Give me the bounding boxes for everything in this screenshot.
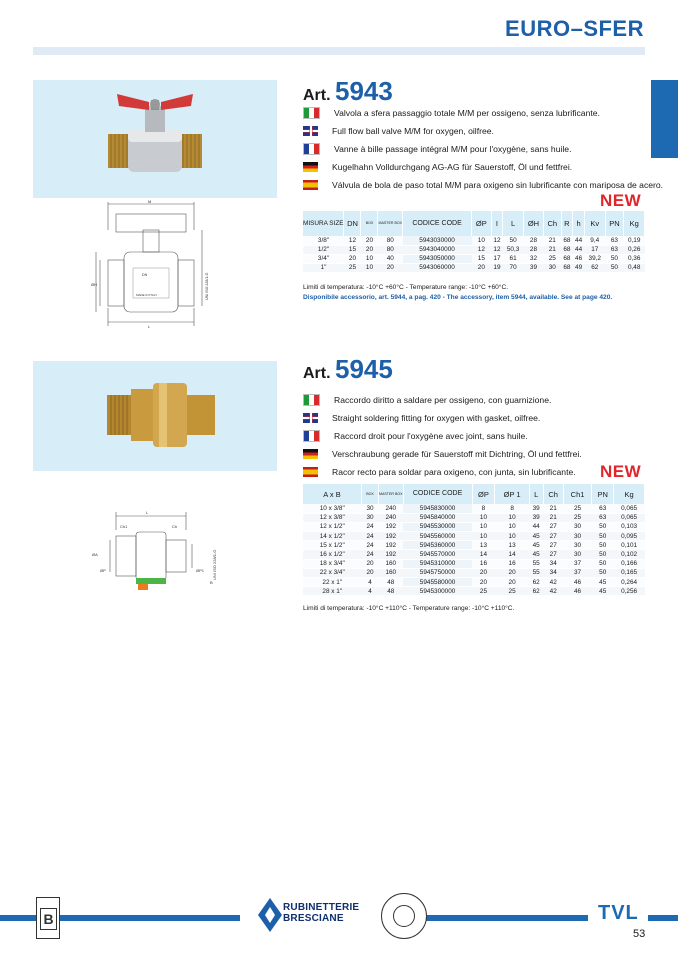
article-number: 5943 — [335, 76, 393, 106]
table-cell: 40 — [378, 254, 403, 263]
table-cell: 17 — [491, 254, 503, 263]
table-cell: 27 — [543, 550, 563, 559]
table-cell: 25 — [563, 513, 591, 522]
dim-label-thread: UNI ISO 228/1-G — [205, 272, 209, 300]
col-header: Kg — [624, 211, 645, 236]
table-cell: 50 — [503, 236, 524, 245]
article-number: 5945 — [335, 354, 393, 384]
table-cell: 12 — [491, 245, 503, 254]
col-header: BOX — [361, 211, 378, 236]
dim-label-a: ØA — [92, 552, 98, 557]
germany-flag-icon — [303, 162, 318, 172]
article-label: Art. — [303, 87, 331, 104]
table-cell: 5945310000 — [403, 559, 472, 568]
table-cell: 24 — [362, 541, 379, 550]
table-cell: 32 — [523, 254, 543, 263]
table-cell: 10 — [361, 263, 378, 272]
table-cell: 63 — [605, 236, 624, 245]
table-cell: 0,48 — [624, 263, 645, 272]
table-cell: 63 — [592, 504, 614, 513]
table-cell: 4 — [362, 587, 379, 596]
table-cell: 50,3 — [503, 245, 524, 254]
table-cell: 62 — [529, 578, 543, 587]
article-label: Art. — [303, 365, 331, 382]
table-cell: 80 — [378, 245, 403, 254]
description-row: Verschraubung gerade für Sauerstoff mit Dichtring, Öl und fettfrei. — [303, 445, 582, 463]
table-cell: 10 — [495, 513, 530, 522]
table-cell: 0,065 — [614, 504, 645, 513]
table-cell: 0,103 — [614, 522, 645, 531]
table-cell: 5943060000 — [403, 263, 472, 272]
page-number: 53 — [633, 928, 646, 940]
table-cell: 48 — [379, 578, 404, 587]
table-cell: 44 — [529, 522, 543, 531]
col-header: ØP — [472, 211, 492, 236]
table-cell: 44 — [573, 236, 585, 245]
table-cell: 39 — [523, 263, 543, 272]
table-cell: 1/2" — [303, 245, 344, 254]
table-cell: 10 x 3/8" — [303, 504, 362, 513]
table-cell: 45 — [592, 578, 614, 587]
table-cell: 27 — [543, 522, 563, 531]
table-row — [303, 559, 645, 568]
col-header: DN — [344, 211, 361, 236]
table-cell: 10 — [472, 513, 495, 522]
table-cell: 30 — [563, 550, 591, 559]
col-header: A x B — [303, 484, 362, 504]
table-cell: 30 — [563, 541, 591, 550]
table-cell: 42 — [543, 578, 563, 587]
table-cell: 20 — [362, 568, 379, 577]
dim-label-dn: DN — [142, 273, 148, 277]
table-cell: 12 — [472, 245, 492, 254]
table-row — [303, 532, 645, 541]
uk-flag-icon — [303, 126, 318, 136]
dim-label-l: L — [146, 510, 149, 515]
ball-valve-illustration — [33, 80, 277, 198]
table-cell: 20 — [472, 568, 495, 577]
table-cell: 50 — [605, 263, 624, 272]
made-in-mark: MADE IN ITALY — [136, 293, 158, 297]
fitting-illustration — [33, 361, 277, 471]
table-cell: 22 x 3/4" — [303, 568, 362, 577]
table-cell: 61 — [503, 254, 524, 263]
table-cell: 68 — [561, 236, 573, 245]
table-cell: 18 x 3/4" — [303, 559, 362, 568]
col-header: R — [561, 211, 573, 236]
table-cell: 27 — [543, 532, 563, 541]
table-cell: 0,264 — [614, 578, 645, 587]
germany-flag-icon — [303, 449, 318, 459]
table-cell: 10 — [361, 254, 378, 263]
table-cell: 5943040000 — [403, 245, 472, 254]
table-cell: 21 — [544, 236, 561, 245]
table-cell: 55 — [529, 559, 543, 568]
table-cell: 0,256 — [614, 587, 645, 596]
table-cell: 0,166 — [614, 559, 645, 568]
table-cell: 50 — [592, 541, 614, 550]
table-cell: 0,19 — [624, 236, 645, 245]
table-cell: 12 x 1/2" — [303, 522, 362, 531]
table-cell: 55 — [529, 568, 543, 577]
spec-table-5943 — [303, 211, 645, 273]
table-cell: 0,065 — [614, 513, 645, 522]
description-row: Vanne à bille passage intégral M/M pour l'oxygène, sans huile. — [303, 140, 663, 158]
table-cell: 50 — [592, 568, 614, 577]
table-cell: 8 — [495, 504, 530, 513]
header-rule — [33, 47, 645, 55]
table-cell: 1" — [303, 263, 344, 272]
table-cell: 0,101 — [614, 541, 645, 550]
group-logo-letter: B — [40, 908, 57, 930]
table-cell: 240 — [379, 513, 404, 522]
table-cell: 34 — [543, 568, 563, 577]
table-cell: 68 — [561, 263, 573, 272]
table-cell: 68 — [561, 245, 573, 254]
table-cell: 20 — [361, 245, 378, 254]
table-cell: 13 — [472, 541, 495, 550]
col-header: I — [491, 211, 503, 236]
table-cell: 45 — [529, 541, 543, 550]
table-cell: 39 — [529, 504, 543, 513]
table-row — [303, 263, 645, 272]
description-row: Raccordo diritto a saldare per ossigeno, con guarnizione. — [303, 391, 582, 409]
description-row: Racor recto para soldar para oxigeno, con junta, sin lubrificante. — [303, 463, 582, 481]
table-cell: 192 — [379, 541, 404, 550]
col-header: ØP 1 — [495, 484, 530, 504]
table-cell: 5945580000 — [403, 578, 472, 587]
table-cell: 50 — [592, 522, 614, 531]
article-heading-5943 — [303, 76, 393, 107]
description-row: Raccord droit pour l'oxygène avec joint, sans huile. — [303, 427, 582, 445]
table-cell: 46 — [563, 587, 591, 596]
table-cell: 49 — [573, 263, 585, 272]
table-cell: 20 — [495, 578, 530, 587]
table-cell: 80 — [378, 236, 403, 245]
col-header: L — [529, 484, 543, 504]
table-cell: 14 — [495, 550, 530, 559]
descriptions-5945 — [303, 391, 582, 481]
table-row — [303, 578, 645, 587]
tvl-logo: TVL — [598, 902, 639, 924]
table-row — [303, 504, 645, 513]
col-header: CODICE CODE — [403, 484, 472, 504]
table-cell: 25 — [344, 263, 361, 272]
col-header: Ch1 — [563, 484, 591, 504]
description-row: Valvola a sfera passaggio totale M/M per ossigeno, senza lubrificante. — [303, 104, 663, 122]
table-cell: 30 — [544, 263, 561, 272]
table-row — [303, 568, 645, 577]
table-cell: 16 x 1/2" — [303, 550, 362, 559]
col-header: MISURA SIZE — [303, 211, 344, 236]
col-header: CODICE CODE — [403, 211, 472, 236]
table-cell: 25 — [563, 504, 591, 513]
table-cell: 48 — [379, 587, 404, 596]
table-cell: 25 — [544, 254, 561, 263]
table-cell: 20 — [472, 578, 495, 587]
spain-flag-icon — [303, 467, 318, 477]
table-cell: 50 — [592, 550, 614, 559]
col-header: Kv — [584, 211, 605, 236]
table-row — [303, 245, 645, 254]
col-header: MASTER BOX — [379, 484, 404, 504]
table-cell: 0,165 — [614, 568, 645, 577]
uk-flag-icon — [303, 413, 318, 423]
dim-label-m: M — [148, 200, 152, 204]
table-cell: 5945560000 — [403, 532, 472, 541]
table-cell: 70 — [503, 263, 524, 272]
table-cell: 10 — [495, 522, 530, 531]
descriptions-5943 — [303, 104, 663, 194]
table-cell: 0,102 — [614, 550, 645, 559]
table-cell: 46 — [573, 254, 585, 263]
table-cell: 20 — [495, 568, 530, 577]
col-header: h — [573, 211, 585, 236]
dim-label-h: ØH — [91, 282, 97, 287]
table-cell: 30 — [563, 532, 591, 541]
table-cell: 68 — [561, 254, 573, 263]
table-cell: 14 — [472, 550, 495, 559]
accessory-note: Disponibile accessorio, art. 5944, a pag. 420 - The accessory, item 5944, available. See at page 420. — [303, 294, 613, 301]
table-cell: 15 x 1/2" — [303, 541, 362, 550]
table-cell: 20 — [472, 263, 492, 272]
table-cell: 19 — [491, 263, 503, 272]
table-cell: 44 — [573, 245, 585, 254]
table-row — [303, 513, 645, 522]
table-cell: 25 — [472, 587, 495, 596]
table-cell: 28 — [523, 245, 543, 254]
table-cell: 24 — [362, 532, 379, 541]
table-row — [303, 541, 645, 550]
france-flag-icon — [303, 430, 320, 442]
table-cell: 37 — [563, 559, 591, 568]
table-cell: 39 — [529, 513, 543, 522]
italy-flag-icon — [303, 394, 320, 406]
table-cell: 192 — [379, 550, 404, 559]
certification-seal-icon — [381, 893, 427, 939]
table-cell: 10 — [472, 532, 495, 541]
table-cell: 5945570000 — [403, 550, 472, 559]
italy-flag-icon — [303, 107, 320, 119]
table-cell: 9,4 — [584, 236, 605, 245]
table-row — [303, 254, 645, 263]
table-cell: 5943050000 — [403, 254, 472, 263]
table-cell: 0,26 — [624, 245, 645, 254]
table-cell: 39,2 — [584, 254, 605, 263]
table-cell: 21 — [543, 513, 563, 522]
dim-label-thread: UNI ISO 228/1-G — [212, 549, 217, 580]
table-cell: 30 — [362, 504, 379, 513]
table-cell: 45 — [529, 532, 543, 541]
table-cell: 4 — [362, 578, 379, 587]
table-cell: 45 — [592, 587, 614, 596]
table-cell: 42 — [543, 587, 563, 596]
table-cell: 5945750000 — [403, 568, 472, 577]
table-row — [303, 236, 645, 245]
dim-label-l: L — [148, 324, 151, 329]
table-cell: 62 — [529, 587, 543, 596]
table-cell: 5943030000 — [403, 236, 472, 245]
table-cell: 5945830000 — [403, 504, 472, 513]
table-cell: 192 — [379, 532, 404, 541]
table-cell: 50 — [592, 532, 614, 541]
table-cell: 10 — [472, 236, 492, 245]
france-flag-icon — [303, 143, 320, 155]
col-header: ØH — [523, 211, 543, 236]
table-cell: 20 — [362, 559, 379, 568]
table-cell: 160 — [379, 559, 404, 568]
table-row — [303, 587, 645, 596]
table-cell: 28 x 1" — [303, 587, 362, 596]
table-cell: 24 — [362, 522, 379, 531]
col-header: ØP — [472, 484, 495, 504]
table-cell: 10 — [472, 522, 495, 531]
table-cell: 14 x 1/2" — [303, 532, 362, 541]
diamond-logo-icon — [257, 897, 283, 933]
table-cell: 3/8" — [303, 236, 344, 245]
table-cell: 0,095 — [614, 532, 645, 541]
table-cell: 240 — [379, 504, 404, 513]
table-cell: 62 — [584, 263, 605, 272]
table-cell: 3/4" — [303, 254, 344, 263]
article-heading-5945 — [303, 354, 393, 385]
col-header: Ch — [543, 484, 563, 504]
table-cell: 50 — [605, 254, 624, 263]
table-cell: 17 — [584, 245, 605, 254]
table-cell: 15 — [472, 254, 492, 263]
col-header: Ch — [544, 211, 561, 236]
table-cell: 63 — [605, 245, 624, 254]
brand-name: RUBINETTERIE BRESCIANE — [283, 902, 360, 924]
table-cell: 5945530000 — [403, 522, 472, 531]
spec-table-5945 — [303, 484, 645, 596]
table-cell: 34 — [543, 559, 563, 568]
table-cell: 13 — [495, 541, 530, 550]
dim-label-ch: Ch — [172, 524, 178, 529]
page-title: EURO–SFER — [505, 16, 644, 41]
product-photo-5943 — [33, 80, 277, 198]
table-cell: 46 — [563, 578, 591, 587]
description-row: Kugelhahn Volldurchgang AG-AG für Sauerstoff, Öl und fettfrei. — [303, 158, 663, 176]
col-header: BOX — [362, 484, 379, 504]
col-header: MASTER BOX — [378, 211, 403, 236]
table-row — [303, 550, 645, 559]
table-cell: 5945360000 — [403, 541, 472, 550]
table-cell: 16 — [472, 559, 495, 568]
table-cell: 21 — [544, 245, 561, 254]
group-logo — [36, 897, 60, 939]
product-photo-5945 — [33, 361, 277, 471]
col-header: L — [503, 211, 524, 236]
table-cell: 20 — [378, 263, 403, 272]
table-cell: 50 — [592, 559, 614, 568]
dim-label-ch1: Ch1 — [120, 524, 128, 529]
spain-flag-icon — [303, 180, 318, 190]
table-cell: 28 — [523, 236, 543, 245]
table-cell: 30 — [563, 522, 591, 531]
table-cell: 12 — [344, 236, 361, 245]
table-cell: 5945840000 — [403, 513, 472, 522]
table-cell: 12 x 3/8" — [303, 513, 362, 522]
table-cell: 37 — [563, 568, 591, 577]
table-cell: 16 — [495, 559, 530, 568]
description-row: Full flow ball valve M/M for oxygen, oilfree. — [303, 122, 663, 140]
technical-drawing-5943 — [88, 200, 218, 330]
table-row — [303, 522, 645, 531]
table-cell: 192 — [379, 522, 404, 531]
dim-label-b: B — [210, 580, 213, 585]
col-header: PN — [605, 211, 624, 236]
col-header: Kg — [614, 484, 645, 504]
temperature-note: Limiti di temperatura: -10°C +110°C - Temperature range: -10°C +110°C. — [303, 605, 515, 612]
table-cell: 63 — [592, 513, 614, 522]
table-cell: 160 — [379, 568, 404, 577]
table-cell: 20 — [361, 236, 378, 245]
table-cell: 25 — [495, 587, 530, 596]
table-cell: 10 — [495, 532, 530, 541]
dim-label-p1: ØP1 — [196, 568, 205, 573]
table-cell: 45 — [529, 550, 543, 559]
temperature-note: Limiti di temperatura: -10°C +60°C - Temperature range: -10°C +60°C. — [303, 284, 509, 291]
technical-drawing-5945 — [86, 506, 222, 596]
table-cell: 8 — [472, 504, 495, 513]
col-header: PN — [592, 484, 614, 504]
table-cell: 24 — [362, 550, 379, 559]
new-badge: NEW — [600, 191, 642, 210]
table-cell: 30 — [362, 513, 379, 522]
table-cell: 27 — [543, 541, 563, 550]
table-cell: 5945300000 — [403, 587, 472, 596]
table-cell: 22 x 1" — [303, 578, 362, 587]
new-badge: NEW — [600, 462, 642, 481]
description-row: Válvula de bola de paso total M/M para oxigeno sin lubrificante con mariposa de acero. — [303, 176, 663, 194]
table-cell: 0,36 — [624, 254, 645, 263]
table-cell: 21 — [543, 504, 563, 513]
table-cell: 20 — [344, 254, 361, 263]
dim-label-p: ØP — [100, 568, 106, 573]
table-cell: 12 — [491, 236, 503, 245]
description-row: Straight soldering fitting for oxygen with gasket, oilfree. — [303, 409, 582, 427]
table-cell: 15 — [344, 245, 361, 254]
